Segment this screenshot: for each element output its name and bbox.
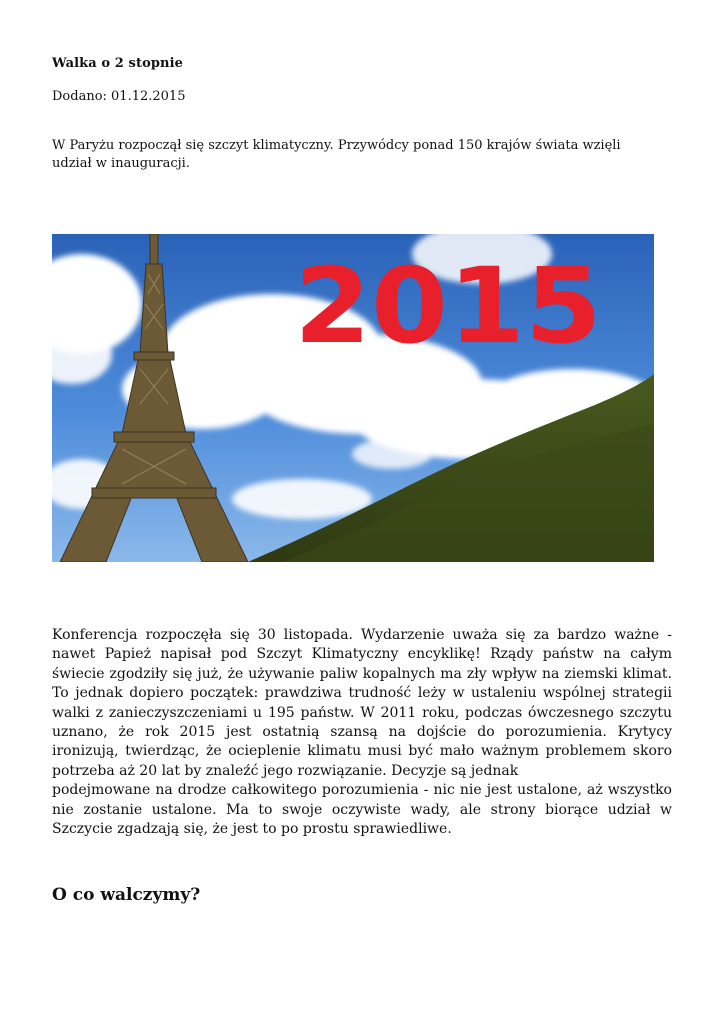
article-body xyxy=(52,626,672,839)
eiffel-tower-photo xyxy=(52,234,654,562)
publish-date: Dodano: 01.12.2015 xyxy=(52,89,186,104)
body-paragraph-1: Konferencja rozpoczęła się 30 listopada. Wydarzenie uważa się za bardzo ważne - nawet Papież napisał pod Szczyt Klimatyczny encyklikę! Rządy państw na całym świecie zgodziły się już, że używanie paliw kopalnych ma zły wpływ na ziemski klimat. To jednak dopiero początek: prawdziwa trudność leży w ustaleniu wspólnej strategii walki z zanieczyszczeniami u 195 państw. W 2011 roku, podczas ówczesnego szczytu uznano, że rok 2015 jest ostatnią szansą na dojście do porozumienia. Krytycy ironizują, twierdząc, że ocieplenie klimatu musi być mało ważnym problemem skoro potrzeba aż 20 lat by znaleźć jego rozwiązanie. Decyzje są jednak xyxy=(52,627,672,779)
article-title: Walka o 2 stopnie xyxy=(52,56,184,71)
article-intro: W Paryżu rozpoczął się szczyt klimatyczny. Przywódcy ponad 150 krajów świata wzięli udział w inauguracji. xyxy=(52,138,621,171)
body-paragraph-2: podejmowane na drodze całkowitego porozumienia - nic nie jest ustalone, aż wszystko nie zostanie ustalone. Ma to swoje oczywiste wady, ale strony biorące udział w Szczycie zgadzają się, że jest to po prostu sprawiedliwe. xyxy=(52,782,672,838)
section-heading: O co walczymy? xyxy=(52,885,201,905)
year-overlay: 2015 xyxy=(294,245,602,367)
